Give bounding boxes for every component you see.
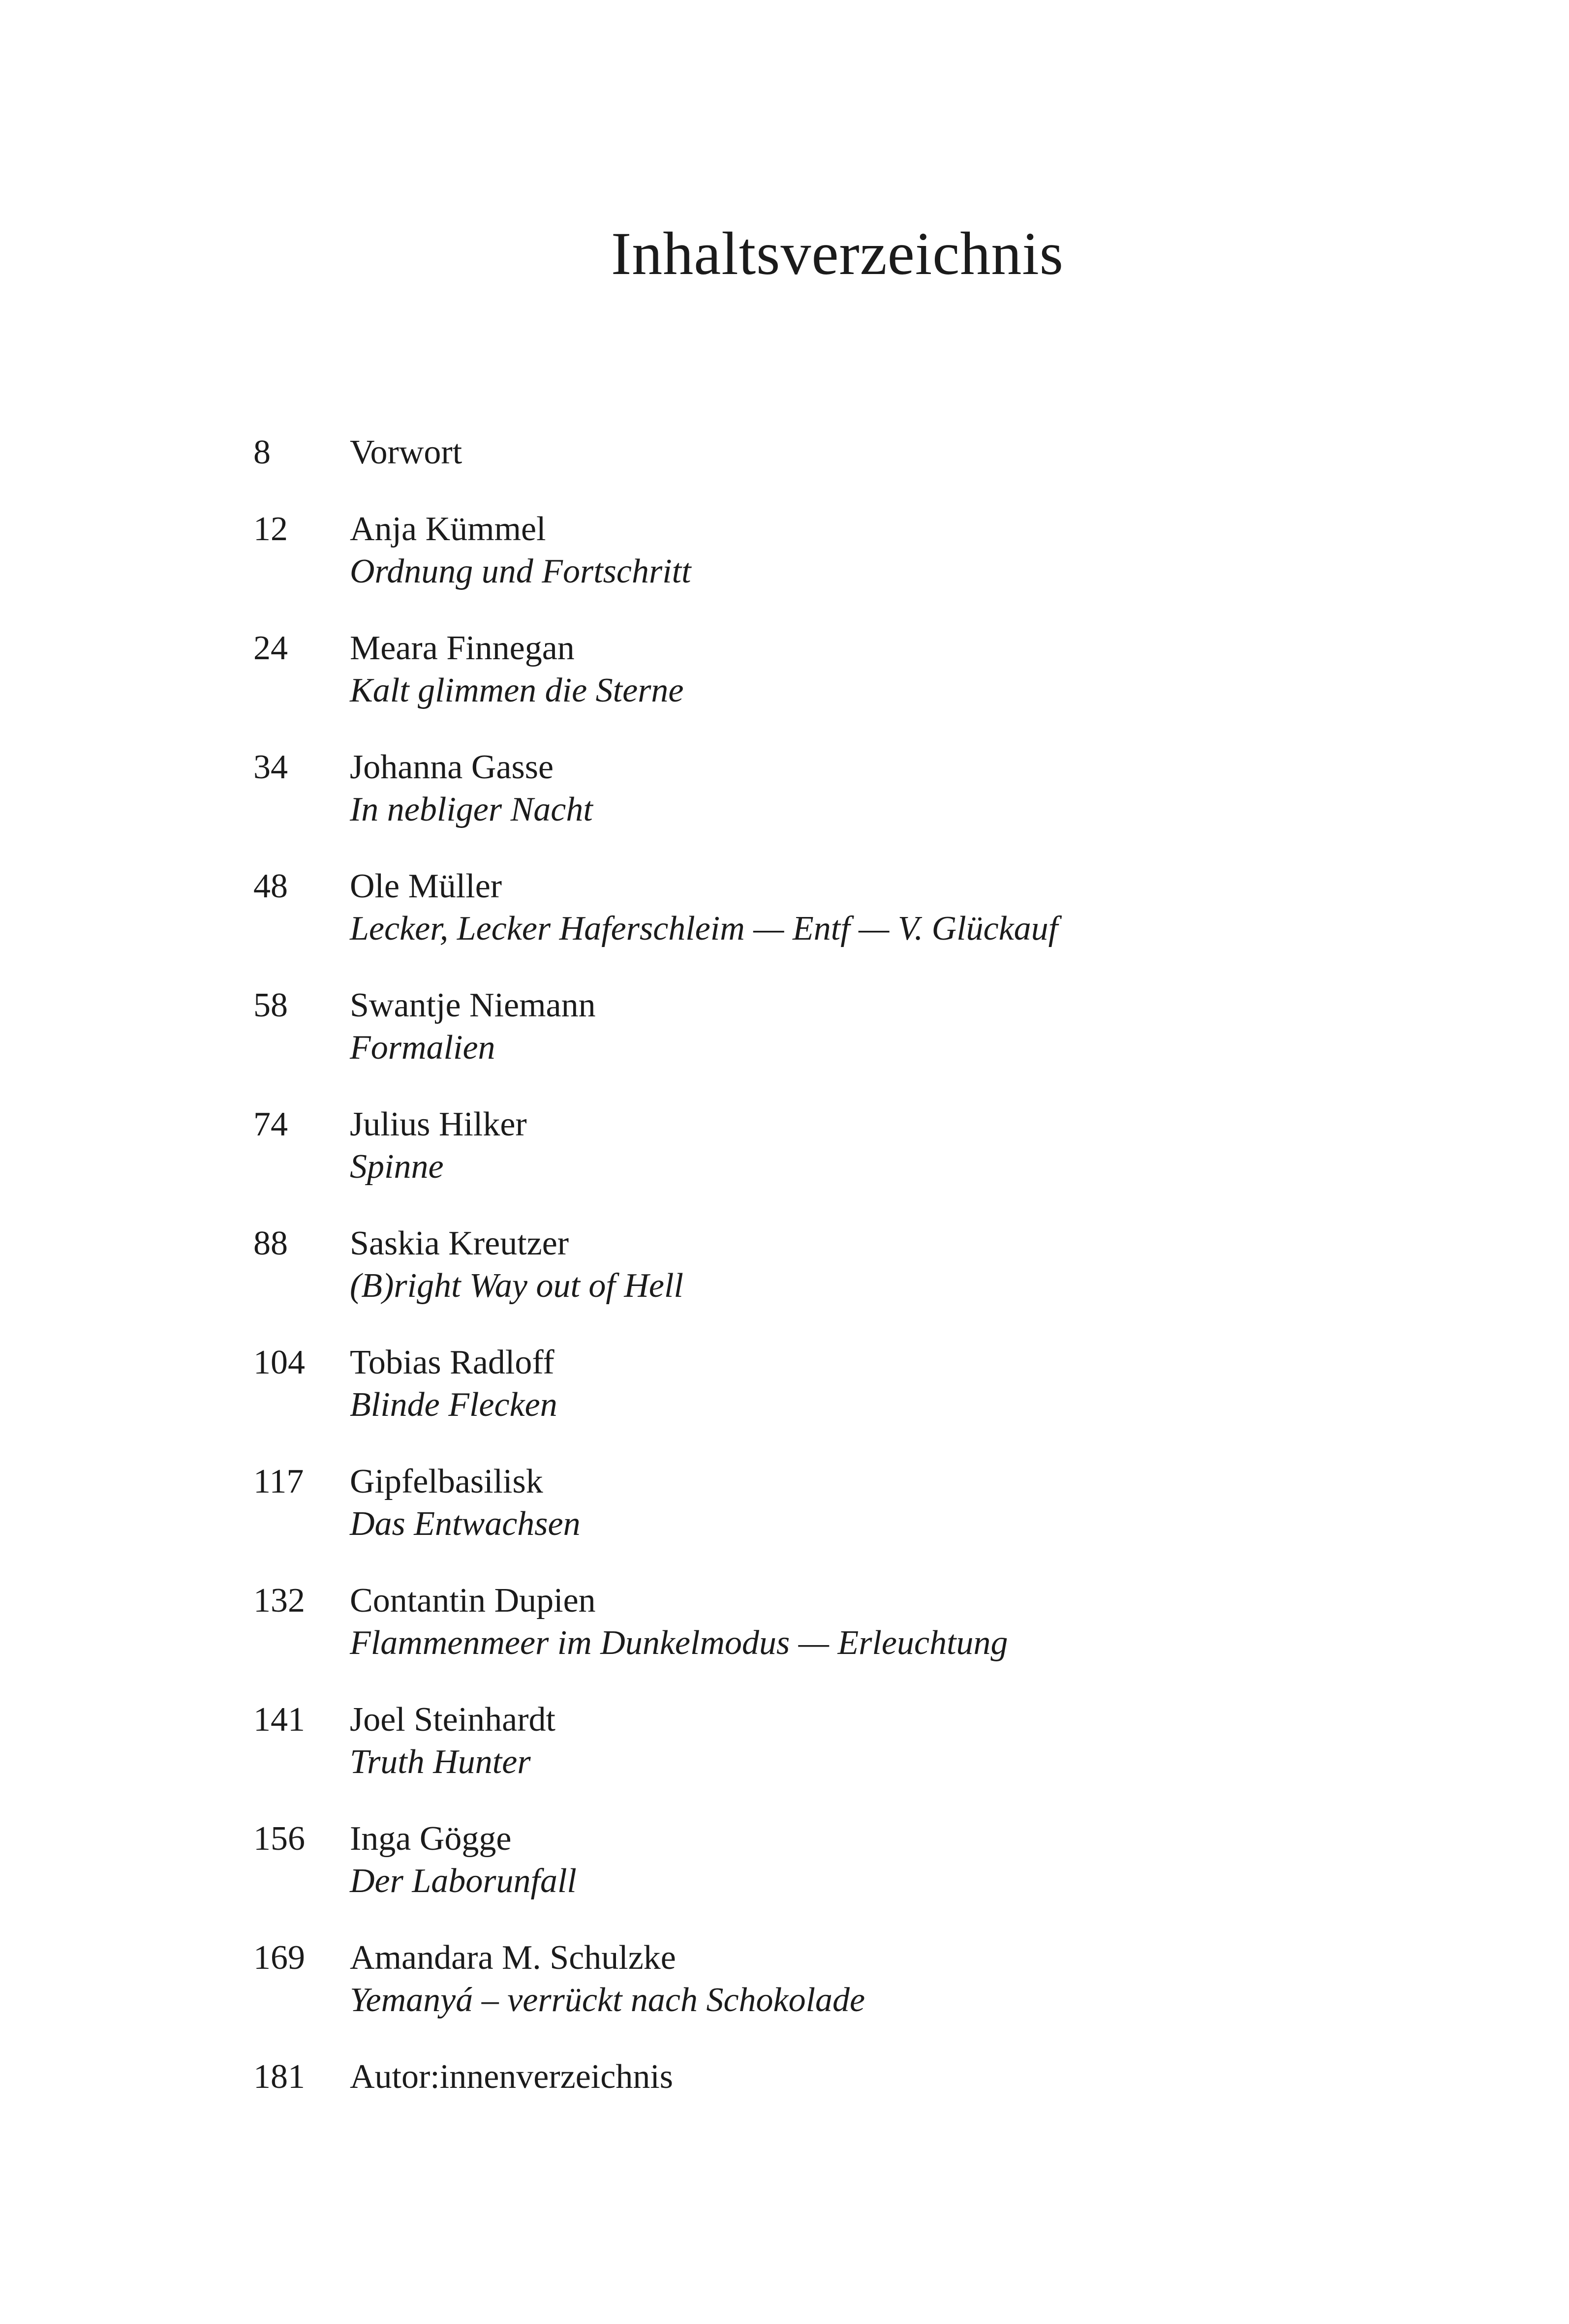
toc-entry-text — [350, 746, 1362, 831]
toc-entry-story-title: Truth Hunter — [350, 1743, 531, 1781]
toc-entry-story-title: Formalien — [350, 1029, 495, 1067]
toc-entry — [253, 508, 1362, 593]
toc-entry-story-title: (B)right Way out of Hell — [350, 1267, 683, 1305]
toc-entry — [253, 746, 1362, 831]
toc-entry-author: Saskia Kreutzer — [350, 1224, 569, 1262]
toc-entry — [253, 627, 1362, 712]
toc-entry — [253, 1223, 1362, 1307]
toc-list — [253, 431, 1362, 2098]
toc-entry-story-title: Kalt glimmen die Sterne — [350, 672, 684, 709]
toc-entry-page-number: 74 — [253, 1105, 288, 1143]
toc-entry-page-number: 117 — [253, 1463, 304, 1500]
toc-entry-author: Vorwort — [350, 433, 462, 471]
toc-entry-author: Meara Finnegan — [350, 629, 575, 667]
toc-entry-page-number: 58 — [253, 986, 288, 1024]
toc-entry-story-title: In nebliger Nacht — [350, 791, 593, 828]
toc-entry-author: Gipfelbasilisk — [350, 1463, 543, 1500]
toc-entry-author: Contantin Dupien — [350, 1582, 596, 1620]
toc-entry-page-number: 156 — [253, 1820, 305, 1858]
page-title: Inhaltsverzeichnis — [611, 220, 1064, 287]
toc-entry-page-number: 12 — [253, 510, 288, 548]
toc-entry-text — [350, 1223, 1362, 1307]
toc-entry-author: Julius Hilker — [350, 1105, 527, 1143]
toc-entry-story-title: Flammenmeer im Dunkelmodus — Erleuchtung — [350, 1624, 1008, 1662]
toc-entry-author: Autor:innenverzeichnis — [350, 2058, 674, 2096]
toc-entry-page-number: 104 — [253, 1344, 305, 1381]
toc-entry-text — [350, 865, 1362, 950]
toc-entry-page-number: 132 — [253, 1582, 305, 1620]
toc-entry-author: Ole Müller — [350, 867, 502, 905]
toc-entry-text — [350, 431, 1362, 474]
toc-entry — [253, 431, 1362, 474]
toc-entry-story-title: Der Laborunfall — [350, 1862, 577, 1900]
toc-entry — [253, 1937, 1362, 2021]
toc-entry-text — [350, 1937, 1362, 2021]
toc-entry-text — [350, 1699, 1362, 1783]
toc-entry — [253, 1580, 1362, 1664]
toc-entry-text — [350, 2056, 1362, 2098]
toc-entry-text — [350, 508, 1362, 593]
toc-entry-story-title: Lecker, Lecker Haferschleim — Entf — V. Glückauf — [350, 910, 1058, 948]
toc-entry-author: Amandara M. Schulzke — [350, 1939, 676, 1977]
toc-entry-author: Tobias Radloff — [350, 1344, 554, 1381]
toc-entry-story-title: Spinne — [350, 1148, 444, 1186]
toc-entry-page-number: 181 — [253, 2058, 305, 2096]
toc-entry-page-number: 34 — [253, 748, 288, 786]
toc-entry-author: Johanna Gasse — [350, 748, 554, 786]
toc-entry-page-number: 88 — [253, 1224, 288, 1262]
toc-entry-text — [350, 1461, 1362, 1545]
toc-entry-text — [350, 1103, 1362, 1188]
toc-entry-story-title: Das Entwachsen — [350, 1505, 581, 1543]
toc-entry-page-number: 8 — [253, 433, 271, 471]
toc-entry-author: Inga Gögge — [350, 1820, 512, 1858]
toc-entry-story-title: Blinde Flecken — [350, 1386, 557, 1424]
toc-entry-story-title: Yemanyá – verrückt nach Schokolade — [350, 1981, 865, 2019]
toc-entry — [253, 984, 1362, 1069]
toc-entry-page-number: 24 — [253, 629, 288, 667]
toc-entry-text — [350, 1580, 1362, 1664]
toc-entry — [253, 1699, 1362, 1783]
toc-entry-page-number: 169 — [253, 1939, 305, 1977]
toc-entry — [253, 1461, 1362, 1545]
toc-entry-text — [350, 1818, 1362, 1902]
toc-entry-page-number: 48 — [253, 867, 288, 905]
toc-entry — [253, 1818, 1362, 1902]
toc-entry-story-title: Ordnung und Fortschritt — [350, 552, 691, 590]
toc-entry — [253, 1103, 1362, 1188]
toc-entry — [253, 1342, 1362, 1426]
toc-entry-page-number: 141 — [253, 1701, 305, 1739]
toc-entry — [253, 865, 1362, 950]
toc-entry-author: Swantje Niemann — [350, 986, 596, 1024]
toc-entry — [253, 2056, 1362, 2098]
toc-entry-text — [350, 984, 1362, 1069]
toc-entry-author: Anja Kümmel — [350, 510, 546, 548]
toc-entry-text — [350, 1342, 1362, 1426]
toc-entry-author: Joel Steinhardt — [350, 1701, 555, 1739]
toc-entry-text — [350, 627, 1362, 712]
